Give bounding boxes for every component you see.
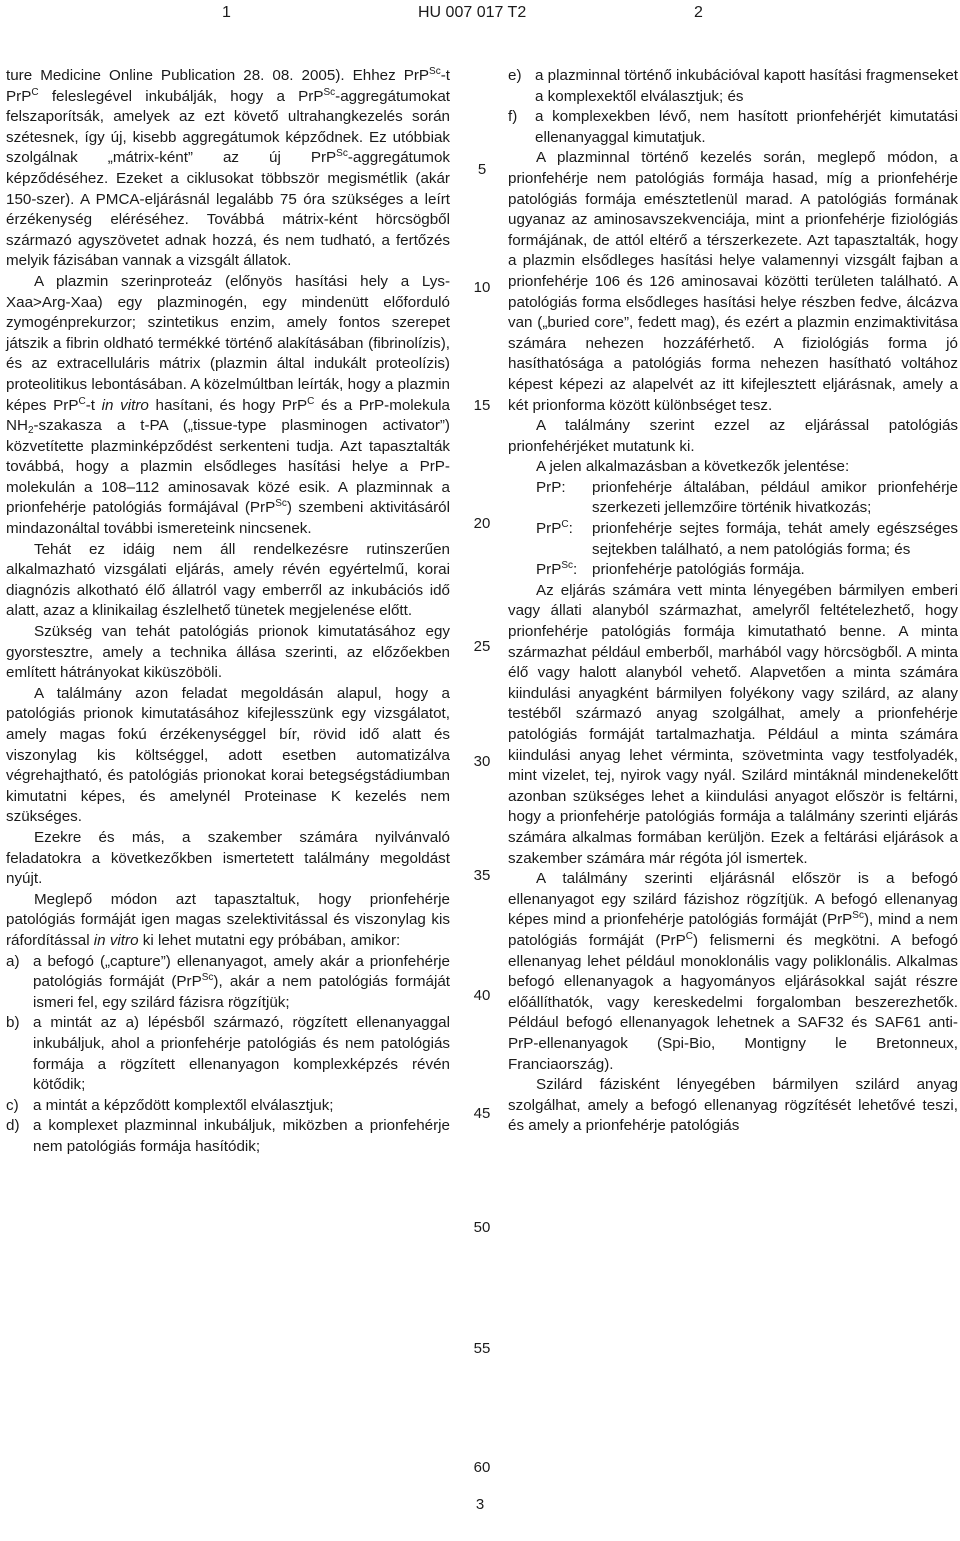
left-paragraph-7: Meglepő módon azt tapasztaltuk, hogy prionfehérje patológiás formáját igen magas szelektivitással és viszonylag kis ráfordítással in vitro ki lehet mutatni egy próbában, amikor: xyxy=(6,890,450,949)
left-paragraph-6: Ezekre és más, a szakember számára nyilvánvaló feladatokra a következőkben ismertetett találmány megoldást nyújt. xyxy=(6,828,450,888)
definition-prpsc: PrP$^{Sc}$: prionfehérje patológiás formája. xyxy=(536,560,805,579)
line-number: 35 xyxy=(473,867,491,884)
line-number: 50 xyxy=(473,1219,491,1236)
list-item-c: c) a mintát a képződött komplextől elválasztjuk; xyxy=(6,1096,334,1114)
left-paragraph-2: A plazmin szerinproteáz (előnyös hasítási hely a Lys-Xaa>Arg-Xaa) egy plazminogén, egy mindenütt előforduló zymogénprekurzor; szintetikus enzim, amely fontos szerepet játszik a fibrin oldható termékké történő alakításában (fibrinolízis), és az extracelluláris mátrix (plazmin által indukált proteolízis) proteolitikus lebontásában. A közelmúltban leírták, hogy a plazmin képes PrP$^C$-t in vitro hasítani, és hogy PrP$^C$ és a PrP-molekula $NH_2$-szakasza a t-PA („tissue-type plasminogen activator”) közvetítette plazminképződést serkenteni tudja. Azt tapasztalták továbbá, hogy a plazmin elsődleges hasítási helye a PrP-molekulán a 108–112 aminosavak közé esik. A plazminnak a prionfehérje patológiás formájával (PrP$^{Sc}$) szembeni aktivitásáról mindazonáltal további ismereteink nincsenek. xyxy=(6,272,450,538)
list-item-d: d) a komplexet plazminnal inkubáljuk, miközben a prionfehérje nem patológiás formája hasítódik; xyxy=(6,1117,450,1155)
left-paragraph-1: ture Medicine Online Publication 28. 08. 2005). Ehhez PrP$^{Sc}$-t PrP$^C$ feleslegével inkubálják, hogy a PrP$^{Sc}$-aggregátumokat felszaporítsák, amelyek az ezt követő ultrahangkezelés során szétesnek, így új, kisebb aggregátumok képződnek. Ez utóbbiak szolgálnak „mátrix-ként” az új PrP$^{Sc}$-aggregátumok képződéséhez. Ezeket a ciklusokat többször megismétlik (akár 150-szer). A PMCA-eljárásnál legalább 75 óra szükséges a leírt érzékenység eléréséhez. Továbbá mátrix-ként hörcsögből származó agyszövetet adnak hozzá, és nem tudható, a fertőzés melyik fázisában vannak a vizsgált állatok. xyxy=(6,66,450,270)
left-paragraph-3: Tehát ez idáig nem áll rendelkezésre rutinszerűen alkalmazható vizsgálati eljárás, amely révén egyértelmű, korai diagnózis alkotható élő állatról vagy emberről az inkubációs idő alatt, azaz a klinikailag észlelhető tünetek megjelenése előtt. xyxy=(6,540,450,620)
line-number: 20 xyxy=(473,515,491,532)
list-item-f: f) a komplexekben lévő, nem hasított prionfehérjét kimutatási ellenanyaggal kimutatjuk. xyxy=(508,108,958,146)
document-number: HU 007 017 T2 xyxy=(418,4,527,21)
page-header xyxy=(0,4,960,26)
page-number: 3 xyxy=(475,1496,485,1513)
right-paragraph-4: Az eljárás számára vett minta lényegében bármilyen emberi vagy állati alanyból származhat, amelyről feltételezhető, hogy prionfehérje patológiás formája kimutatható benne. A minta származhat például emberből, marhából vagy hörcsögből. A minta élő vagy halott alanyból vehető. Alapvetően a minta számára kiindulási anyagként bármilyen folyékony vagy szilárd, az alany testéből származó anyag szolgálhat, amely a prionfehérje patológiás formáját tartalmazhatja. Például a minta számára kiindulási anyag lehet vérminta, szövetminta vagy testfolyadék, mint vizelet, tej, nyirok vagy nyál. Szilárd mintáknál mindenekelőtt azonban szükséges lehet a kiindulási anyagot először is feltárni, hogy a prionfehérje patológiás formája a találmány szerinti eljárás számára alkalmas formában kerüljön. Ezek a feltárási eljárások a szakember számára már régóta jól ismertek. xyxy=(508,581,958,867)
line-number: 10 xyxy=(473,279,491,296)
line-number: 25 xyxy=(473,638,491,655)
right-paragraph-6: Szilárd fázisként lényegében bármilyen szilárd anyag szolgálhat, amely a befogó ellenanyag rögzítését lehetővé teszi, és amely a prionfehérje patológiás xyxy=(508,1076,958,1135)
line-number: 40 xyxy=(473,987,491,1004)
right-paragraph-3: A jelen alkalmazásban a következők jelentése: xyxy=(536,458,850,476)
line-number: 15 xyxy=(473,397,491,414)
line-number: 45 xyxy=(473,1105,491,1122)
left-paragraph-4: Szükség van tehát patológiás prionok kimutatásához egy gyorstesztre, amely a technika állása szerinti, az előzőekben említett hátrányokat kiküszöböli. xyxy=(6,623,450,682)
left-page-number: 1 xyxy=(222,4,231,21)
list-item-a: a) a befogó („capture”) ellenanyagot, amely akár a prionfehérje patológiás formáját (PrP$^{Sc}$), akár a nem patológiás formáját ismeri fel, egy szilárd fázisra rögzítjük; xyxy=(6,952,450,1011)
line-number: 30 xyxy=(473,753,491,770)
left-paragraph-5: A találmány azon feladat megoldásán alapul, hogy a patológiás prionok kimutatásához kifejlesszünk egy vizsgálatot, amely magas fokú érzékenységgel bír, rövid idő alatt és viszonylag kis költséggel, adott esetben automatizálva végrehajtható, és patológiás prionokat korai betegségstádiumban kimutatni képes, és amelynél Proteinase K kezelés nem szükséges. xyxy=(6,684,450,826)
line-number: 55 xyxy=(473,1340,491,1357)
definition-prp: PrP: prionfehérje általában, például amikor prionfehérje szerkezeti jellemzőire történik hivatkozás; xyxy=(536,478,958,517)
left-column xyxy=(6,66,450,1157)
definition-prpc: PrP$^C$: prionfehérje sejtes formája, tehát amely egészséges sejtekben található, a nem patológiás forma; és xyxy=(536,519,958,558)
list-item-b: b) a mintát az a) lépésből származó, rögzített ellenanyaggal inkubáljuk, ahol a prionfehérje patológiás és nem patológiás formája a rögzített ellenanyagon komplexképzés révén kötődik; xyxy=(6,1014,450,1094)
right-page-number: 2 xyxy=(694,4,703,21)
right-paragraph-2: A találmány szerint ezzel az eljárással patológiás prionfehérjéket mutatunk ki. xyxy=(508,417,958,455)
right-paragraph-1: A plazminnal történő kezelés során, meglepő módon, a prionfehérje nem patológiás formája hasad, míg a prionfehérje patológiás formája emésztetlenül marad. A patológiás formának ugyanaz az aminosavszekvenciája, mint a prionfehérje fiziológiás formájának, de attól eltérő a térszerkezete. Azt tapasztalták, hogy a plazmin elsődleges hasítási helye valamennyi vizsgált fajban a prionfehérje 106 és 126 aminosavai közötti területen található. A patológiás forma elsődleges hasítási helye részben fedve, álcázva van („buried core”, fedett mag), és ezért a plazmin enzimaktivitása számára nehezen hozzáférhető. A fiziológiás forma jó hasíthatósága a patológiás forma nehezen hasítható voltához képest képezi az alapelvét az itt kifejlesztett eljárásnak, amely a két prionforma között különbséget tesz. xyxy=(508,149,958,414)
line-number: 5 xyxy=(477,161,487,178)
right-paragraph-5: A találmány szerinti eljárásnál először is a befogó ellenanyagot egy szilárd fázishoz rögzítjük. A befogó ellenanyag képes mind a prionfehérje patológiás formáját (PrP$^{Sc}$), mind a nem patológiás formáját (PrP$^C$) felismerni és megkötni. A befogó ellenanyag lehet például monoklonális vagy poliklonális. Alkalmas befogó ellenanyagok a hagyományos eljárásokkal saját részre előállíthatók, vagy kereskedelmi forgalomban beszerezhetők. Például befogó ellenanyagok lehetnek a SAF32 és SAF61 anti-PrP-ellenanyagok (Spi-Bio, Montigny le Bretonneux, Franciaország). xyxy=(508,870,958,1073)
list-item-e: e) a plazminnal történő inkubációval kapott hasítási fragmenseket a komplexektől elválasztjuk; és xyxy=(508,67,958,105)
right-column xyxy=(508,66,958,1137)
line-number: 60 xyxy=(473,1459,491,1476)
